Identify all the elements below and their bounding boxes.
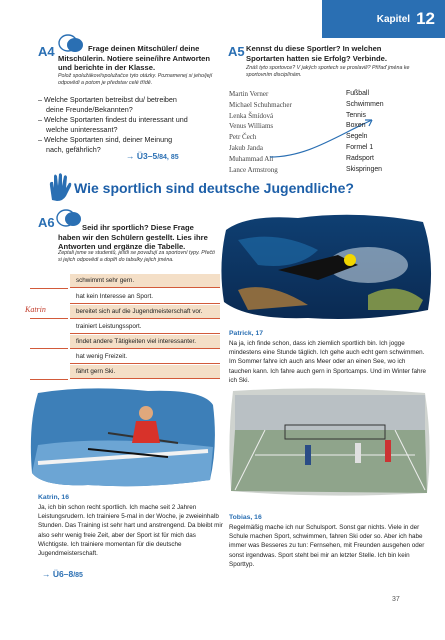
exercise-reference: → Ü3–5/84, 85 xyxy=(126,151,179,161)
athlete-name: Martin Verner xyxy=(229,90,269,98)
table-row: fährt gern Ski. xyxy=(70,365,220,379)
sport-list xyxy=(346,89,436,175)
table-row: findet andere Tätigkeiten viel interessanter. xyxy=(70,335,220,349)
raised-hand-icon xyxy=(44,172,74,202)
patrick-text: Na ja, ich finde schon, dass ich ziemlich sportlich bin. Ich jogge mindestens eine Stunde täglich. Ich gehe auch echt gern schwimmen. Im Sommer fahre ich auch ans Meer oder an einen See, wo ich tauchen kann. Ich fahre auch gern in Sportcamps. Und im Winter fahre ich Ski. xyxy=(229,340,427,384)
sport-name: Schwimmen xyxy=(346,100,384,108)
a6-instruction: Zeptali jsme se studentů, jestli se považují za sportovní typy. Přečti si jejich odpovědi a doplň do tabulky jejich jména. xyxy=(58,250,215,263)
chapter-label: Kapitel xyxy=(376,13,411,25)
table-divider xyxy=(30,318,68,319)
a4-question: – Welche Sportarten findest du interessant und welche uninteressant? xyxy=(38,115,188,134)
a5-instruction: Znáš tyto sportovce? V jakých sportech se proslavili? Přiřaď jména ke sportovním disciplínám. xyxy=(246,65,410,78)
table-row: hat kein Interesse an Sport. xyxy=(70,290,220,304)
a4-instruction: Polož spolužákovi/spolužačce tyto otázky. Poznamenej si jeho/její odpovědi a potom je představ celé třídě. xyxy=(58,73,213,86)
task-label-a6: A6 xyxy=(38,215,55,230)
athlete-name: Lenka Šmídová xyxy=(229,111,274,120)
exercise-reference: → Ü6–8/85 xyxy=(42,569,83,579)
a4-question-list xyxy=(38,95,188,155)
sport-name: Formel 1 xyxy=(346,143,374,151)
sport-name: Segeln xyxy=(346,133,368,141)
a4-question: – Welche Sportarten sind, deiner Meinung nach, gefährlich? xyxy=(38,135,173,154)
arrow-icon: → xyxy=(126,151,137,161)
table-filled-name: Katrin xyxy=(25,305,46,314)
athlete-name: Lance Armstrong xyxy=(229,165,278,174)
task-label-a5: A5 xyxy=(228,44,245,59)
athlete-name: Michael Schuhmacher xyxy=(229,100,292,109)
table-divider xyxy=(30,379,68,380)
katrin-name: Katrin, 16 xyxy=(38,494,69,501)
sport-name: Skispringen xyxy=(346,165,383,173)
patrick-name: Patrick, 17 xyxy=(229,330,264,337)
katrin-text: Ja, ich bin schon recht sportlich. Ich mache seit 2 Jahren Leistungsrudern. Ich trainiere 5-mal in der Woche, je zweieinhalb Stunden. Das Training ist sehr hart und anstrengend. Da bleibt mir also sehr wenig freie Zeit, aber der Sport ist für mich das Wichtigste. Ich trainiere momentan für die deutsche Jugendmeisterschaft. xyxy=(38,504,223,558)
table-divider xyxy=(30,348,68,349)
athlete-name: Muhammad Ali xyxy=(229,154,274,163)
tobias-text: Regelmäßig mache ich nur Schulsport. Sonst gar nichts. Viele in der Schule machen Sport, schwimmen, fahren Ski oder so. Aber ich habe immer was Besseres zu tun: Fernsehen, mit Freunden ausgehen oder sonst irgendwas. Sport steht bei mir an letzter Stelle. Ich bin kein Sporttyp. xyxy=(229,524,425,568)
sport-name: Tennis xyxy=(346,111,366,119)
a4-question: – Welche Sportarten betreibst du/ betreiben deine Freunde/Bekannten? xyxy=(38,95,177,114)
page-number: 37 xyxy=(392,596,400,603)
table-divider xyxy=(30,288,68,289)
a4-title: Frage deinen Mitschüler/ deine Mitschülerin. Notiere seine/ihre Antworten und berichte in der Klasse. xyxy=(58,44,211,72)
athlete-name: Jakub Janda xyxy=(229,143,264,152)
rowing-photo xyxy=(28,385,218,490)
table-row: bereitet sich auf die Jugendmeisterschaft vor. xyxy=(70,305,220,319)
a5-title: Kennst du diese Sportler? In welchen Sportarten hatten sie Erfolg? Verbinde. xyxy=(246,44,387,63)
diving-photo xyxy=(218,210,438,325)
sport-name: Radsport xyxy=(346,154,374,162)
table-row: schwimmt sehr gern. xyxy=(70,274,220,288)
sport-name: Fußball xyxy=(346,90,369,97)
task-label-a4: A4 xyxy=(38,44,55,59)
arrow-icon: → xyxy=(42,569,53,579)
badminton-hall-photo xyxy=(225,385,435,500)
a6-title: Seid ihr sportlich? Diese Frage haben wir den Schülern gestellt. Lies ihre Antworten und ergänze die Tabelle. xyxy=(58,223,208,251)
page-headline: Wie sportlich sind deutsche Jugendliche? xyxy=(74,180,354,196)
chapter-number: 12 xyxy=(416,9,435,28)
table-row: trainiert Leistungssport. xyxy=(70,320,220,334)
athlete-name: Venus Williams xyxy=(229,122,274,131)
tobias-name: Tobias, 16 xyxy=(229,514,262,521)
chapter-tab xyxy=(322,0,445,38)
athlete-name: Petr Čech xyxy=(229,133,257,142)
table-row: hat wenig Freizeit. xyxy=(70,350,220,364)
sport-name: Boxen xyxy=(346,122,366,130)
